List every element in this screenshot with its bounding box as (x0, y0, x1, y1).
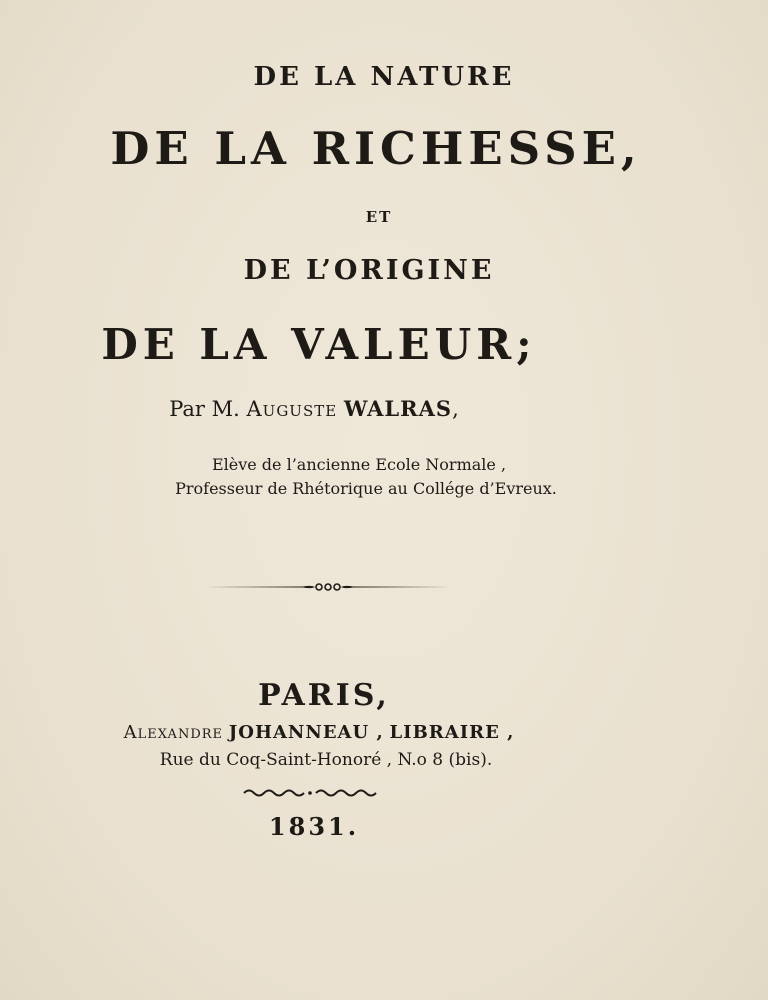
author-last-name: WALRAS (343, 396, 453, 421)
wave-rule (240, 786, 380, 800)
author-credential-2: Professeur de Rhétorique au Collége d’Evreux. (175, 479, 557, 498)
title-line-et: ET (365, 208, 393, 226)
title-line-origine: DE L’ORIGINE (243, 255, 495, 286)
author-prefix: Par M. (169, 397, 240, 421)
publisher-first-name: Alexandre (123, 722, 224, 743)
imprint-publisher (0, 722, 703, 743)
author-suffix: , (452, 397, 459, 421)
ornament-divider (203, 578, 453, 596)
title-line-nature: DE LA NATURE (253, 62, 515, 92)
publisher-role: LIBRAIRE , (389, 722, 515, 743)
imprint-year: 1831. (268, 812, 360, 841)
title-line-richesse: DE LA RICHESSE, (110, 122, 642, 175)
title-line-valeur: DE LA VALEUR; (101, 320, 537, 369)
imprint-city: PARIS, (258, 678, 390, 713)
author-credential-1: Elève de l’ancienne Ecole Normale , (211, 455, 507, 474)
imprint-address: Rue du Coq-Saint-Honoré , N.o 8 (bis). (159, 750, 493, 770)
publisher-last-name: JOHANNEAU , (228, 722, 384, 743)
author-first-name: Auguste (246, 397, 338, 421)
author-line (0, 396, 698, 421)
